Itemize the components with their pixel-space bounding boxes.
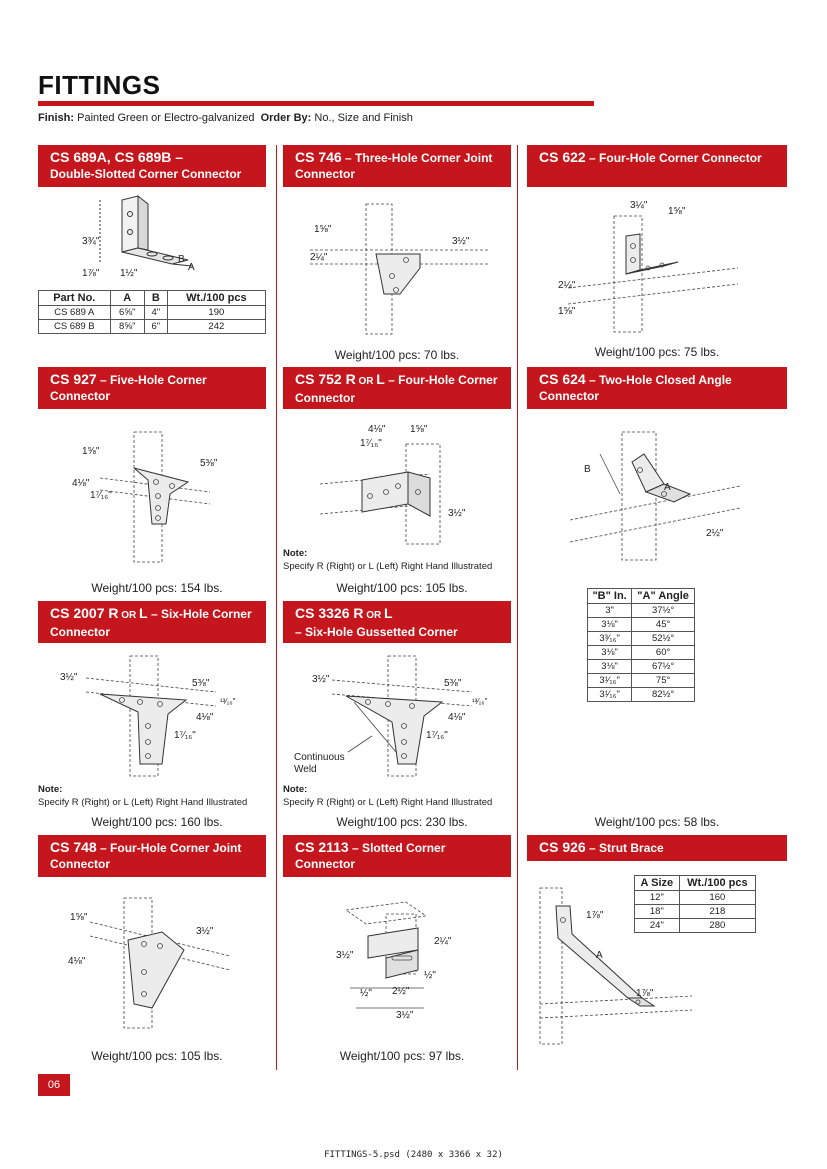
cs622-desc: – Four-Hole Corner Connector [585, 151, 762, 165]
table-row [588, 604, 695, 618]
cs926-code: CS 926 [539, 839, 586, 855]
cs689-dim-b: 1⅞" [82, 268, 100, 279]
table-cell: CS 689 B [39, 320, 111, 334]
cs752-drawing [310, 418, 490, 548]
table-cell: 52½° [632, 632, 695, 646]
table-cell: CS 689 A [39, 306, 111, 320]
table-cell: 3¹⁄₁₆" [588, 688, 632, 702]
cs2113-dim-e: 2½" [392, 986, 410, 997]
cs752-or: OR [355, 376, 377, 387]
cs746-dim-b: 2¼" [310, 252, 328, 263]
cs2007-dim-b: 5⅜" [192, 678, 210, 689]
cs624-table [587, 588, 695, 702]
table-row [39, 306, 266, 320]
cs622-code: CS 622 [539, 149, 586, 165]
cs622-header [527, 145, 787, 187]
finish-label: Finish: [38, 112, 75, 124]
cs746-header [283, 145, 511, 187]
table-cell: 160 [679, 891, 755, 905]
title-rule [38, 101, 594, 106]
cs3326-note-text: Specify R (Right) or L (Left) Right Hand Illustrated [283, 797, 493, 808]
cs752-dim-c: 1⁷⁄₁₆" [360, 438, 382, 449]
cs622-dim-d: 1⅝" [558, 306, 576, 317]
cs3326-code: CS 3326 R [295, 605, 364, 621]
column-divider-1 [276, 145, 277, 1070]
cs746-dim-a: 1⅝" [314, 224, 332, 235]
cs746-weight: Weight/100 pcs: 70 lbs. [334, 348, 460, 362]
cs689-header [38, 145, 266, 187]
table-row [588, 674, 695, 688]
cs748-dim-c: 4⅛" [68, 956, 86, 967]
cs748-code: CS 748 [50, 839, 97, 855]
table-cell: 82½° [632, 688, 695, 702]
table-header: "B" In. [588, 589, 632, 604]
cs2113-header [283, 835, 511, 877]
cs927-dim-c: 4⅛" [72, 478, 90, 489]
cs624-desc: – Two-Hole Closed Angle Connector [539, 373, 732, 403]
table-cell: 12" [635, 891, 680, 905]
cs624-drawing [560, 424, 760, 564]
order-by-value: No., Size and Finish [314, 112, 413, 124]
cs689-dim-c: 1½" [120, 268, 138, 279]
table-row [588, 660, 695, 674]
file-footer: FITTINGS-5.psd (2480 x 3366 x 32) [324, 1150, 503, 1160]
table-row [588, 632, 695, 646]
cs2007-weight: Weight/100 pcs: 160 lbs. [91, 815, 223, 829]
cs752-header [283, 367, 511, 409]
table-row [588, 646, 695, 660]
cs622-dim-c: 2¼" [558, 280, 576, 291]
cs926-dim-c: 1⅞" [636, 988, 654, 999]
cs2113-desc: – Slotted Corner Connector [295, 841, 446, 871]
cs926-table [634, 875, 756, 933]
cs624-dim-c: 2½" [706, 528, 724, 539]
cs748-desc: – Four-Hole Corner Joint Connector [50, 841, 242, 871]
cs748-dim-b: 3½" [196, 926, 214, 937]
cs752-note-text: Specify R (Right) or L (Left) Right Hand Illustrated [283, 561, 493, 572]
cs748-dim-a: 1⅝" [70, 912, 88, 923]
cs927-dim-b: 5⅜" [200, 458, 218, 469]
cs2007-dim-e: 1⁷⁄₁₆" [174, 730, 196, 741]
cs3326-note [283, 783, 492, 809]
cs926-desc: – Strut Brace [585, 841, 664, 855]
cs2007-note-text: Specify R (Right) or L (Left) Right Hand Illustrated [38, 797, 248, 808]
cs622-drawing [548, 196, 748, 338]
cs752-dim-a: 4⅛" [368, 424, 386, 435]
cs752-note [283, 547, 492, 573]
cs2007-header [38, 601, 266, 643]
cs2113-dim-f: 3½" [396, 1010, 414, 1021]
cs927-drawing [60, 428, 260, 568]
cs624-header [527, 367, 787, 409]
table-header: B [144, 291, 167, 306]
cs3326-drawing [292, 652, 502, 782]
order-by-label: Order By: [260, 112, 312, 124]
cs689-dash: – [171, 149, 184, 165]
table-row [588, 688, 695, 702]
cs2007-note-label: Note: [38, 784, 63, 795]
table-cell: 190 [167, 306, 265, 320]
table-header: A [110, 291, 144, 306]
cs2007-drawing [56, 652, 256, 782]
cs622-weight: Weight/100 pcs: 75 lbs. [594, 345, 720, 359]
cs746-dim-c: 3½" [452, 236, 470, 247]
cs927-weight: Weight/100 pcs: 154 lbs. [91, 581, 223, 595]
cs752-code: CS 752 R [295, 371, 356, 387]
table-cell: 8⅝" [110, 320, 144, 334]
cs2007-dim-c: ¹³⁄₁₆" [220, 697, 236, 706]
cs2007-desc: – Six-Hole Corner Connector [50, 607, 252, 639]
cs752-note-label: Note: [283, 548, 308, 559]
table-cell: 18" [635, 905, 680, 919]
cs624-code: CS 624 [539, 371, 586, 387]
cs689-dim-d: B [178, 254, 185, 265]
cs689-desc: Double-Slotted Corner Connector [50, 167, 242, 181]
table-cell: 3³⁄₁₆" [588, 632, 632, 646]
cs3326-dim-b: 5⅜" [444, 678, 462, 689]
cs624-dim-b: B [584, 464, 591, 475]
cs3326-dim-e: 1⁷⁄₁₆" [426, 730, 448, 741]
table-cell: 3⅛" [588, 660, 632, 674]
table-cell: 60° [632, 646, 695, 660]
cs927-desc: – Five-Hole Corner Connector [50, 373, 207, 403]
page-title: FITTINGS [38, 70, 161, 100]
cs926-header [527, 835, 787, 861]
cs2007-dim-a: 3½" [60, 672, 78, 683]
cs3326-dim-d: 4⅛" [448, 712, 466, 723]
cs622-dim-a: 3¼" [630, 200, 648, 211]
cs689-drawing [70, 192, 210, 280]
cs3326-code2: L [384, 605, 393, 621]
cs3326-dim-c: ¹³⁄₁₆" [472, 697, 488, 706]
cs2113-dim-d: ½" [360, 988, 372, 999]
cs3326-note-label: Note: [283, 784, 308, 795]
cs927-dim-a: 1⅝" [82, 446, 100, 457]
cs746-drawing [300, 198, 500, 340]
table-header: Part No. [39, 291, 111, 306]
table-cell: 3¹⁄₁₆" [588, 674, 632, 688]
cs689-table [38, 290, 266, 334]
cs748-drawing [60, 896, 260, 1036]
cs927-code: CS 927 [50, 371, 97, 387]
finish-line [38, 112, 413, 124]
cs2113-code: CS 2113 [295, 839, 349, 855]
cs2007-code: CS 2007 R [50, 605, 119, 621]
table-cell: 4" [144, 306, 167, 320]
cs3326-weld-2: Weld [294, 764, 317, 775]
table-header: Wt./100 pcs [679, 876, 755, 891]
cs624-dim-a: A [664, 482, 671, 493]
cs2007-or: OR [118, 610, 140, 621]
cs927-dim-d: 1⁷⁄₁₆" [90, 490, 112, 501]
table-row [635, 919, 756, 933]
cs689-dim-e: A [188, 262, 195, 273]
cs748-weight: Weight/100 pcs: 105 lbs. [91, 1049, 223, 1063]
table-cell: 6" [144, 320, 167, 334]
cs752-dim-d: 3½" [448, 508, 466, 519]
cs3326-header [283, 601, 511, 655]
table-row [635, 905, 756, 919]
cs2113-dim-b: 3½" [336, 950, 354, 961]
cs752-dim-b: 1⅝" [410, 424, 428, 435]
cs746-code: CS 746 [295, 149, 342, 165]
cs689-code: CS 689A, CS 689B [50, 149, 172, 165]
table-cell: 218 [679, 905, 755, 919]
cs3326-or: OR [363, 610, 385, 621]
cs752-desc: – Four-Hole Corner Connector [295, 373, 498, 405]
cs2007-note [38, 783, 247, 809]
cs926-dim-a: 1⅞" [586, 910, 604, 921]
cs2113-dim-a: 2¼" [434, 936, 452, 947]
cs2113-weight: Weight/100 pcs: 97 lbs. [339, 1049, 465, 1063]
table-cell: 24" [635, 919, 680, 933]
page-number: 06 [38, 1074, 70, 1096]
cs3326-weld-1: Continuous [294, 752, 345, 763]
cs746-desc: – Three-Hole Corner Joint Connector [295, 151, 493, 181]
cs748-header [38, 835, 266, 877]
cs3326-desc: – Six-Hole Gussetted Corner Connector [295, 625, 458, 655]
table-cell: 6⅝" [110, 306, 144, 320]
cs3326-dim-a: 3½" [312, 674, 330, 685]
cs752-code2: L [376, 371, 385, 387]
table-row [588, 618, 695, 632]
cs926-dim-b: A [596, 950, 603, 961]
column-divider-2 [517, 145, 518, 1070]
table-cell: 75° [632, 674, 695, 688]
table-cell: 280 [679, 919, 755, 933]
table-header-row [635, 876, 756, 891]
table-header-row [39, 291, 266, 306]
table-cell: 67½° [632, 660, 695, 674]
cs2113-drawing [326, 896, 496, 1024]
table-header: "A" Angle [632, 589, 695, 604]
cs927-header [38, 367, 266, 409]
cs2007-code2: L [139, 605, 148, 621]
table-header: A Size [635, 876, 680, 891]
cs624-weight: Weight/100 pcs: 58 lbs. [594, 815, 720, 829]
cs622-dim-b: 1⅝" [668, 206, 686, 217]
cs689-dim-a: 3¾" [82, 236, 100, 247]
table-header-row [588, 589, 695, 604]
cs3326-weight: Weight/100 pcs: 230 lbs. [336, 815, 468, 829]
cs2113-dim-c: ½" [424, 970, 436, 981]
table-cell: 45° [632, 618, 695, 632]
table-row [635, 891, 756, 905]
table-header: Wt./100 pcs [167, 291, 265, 306]
table-cell: 3⅛" [588, 618, 632, 632]
finish-value: Painted Green or Electro-galvanized [77, 112, 255, 124]
table-cell: 242 [167, 320, 265, 334]
cs2007-dim-d: 4⅛" [196, 712, 214, 723]
table-cell: 3⅛" [588, 646, 632, 660]
table-cell: 37½° [632, 604, 695, 618]
table-cell: 3" [588, 604, 632, 618]
table-row [39, 320, 266, 334]
cs752-weight: Weight/100 pcs: 105 lbs. [336, 581, 468, 595]
